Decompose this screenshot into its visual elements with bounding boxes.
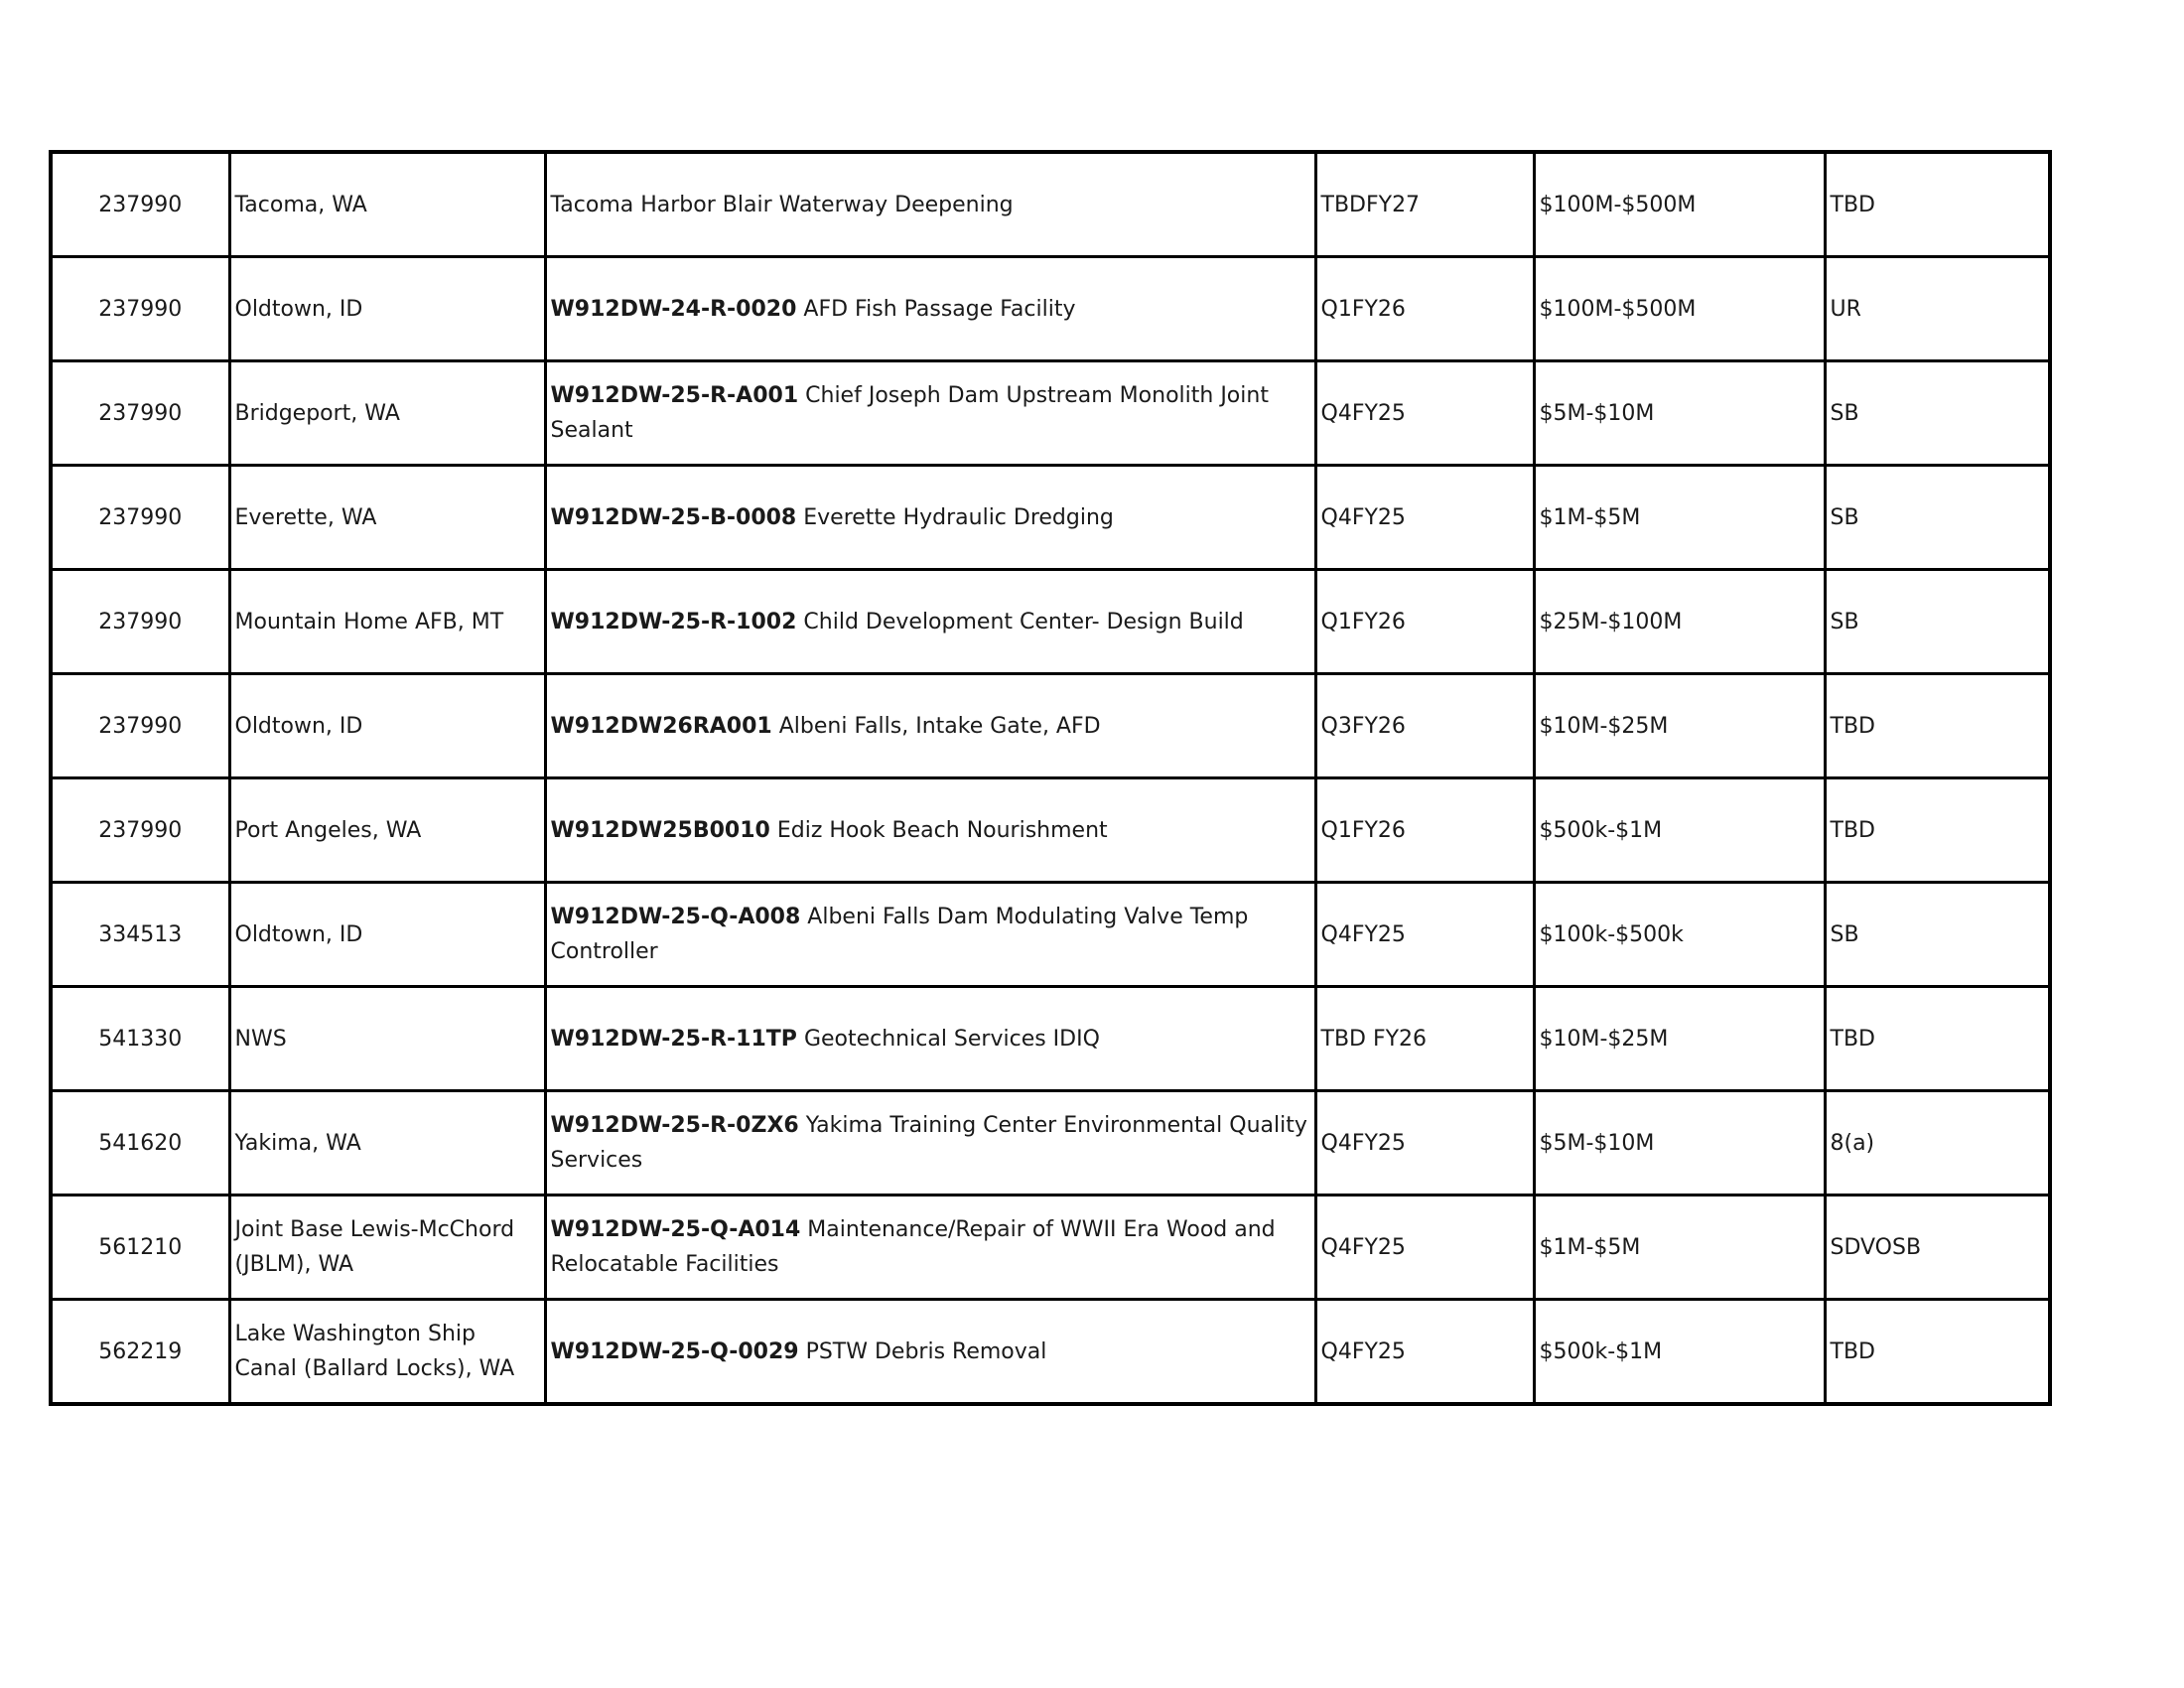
date-cell: Q1FY26 <box>1315 257 1534 361</box>
project-title: Everette Hydraulic Dredging <box>803 504 1114 530</box>
naics-cell: 541330 <box>51 987 229 1091</box>
table-row <box>51 257 2050 361</box>
set-aside-cell: UR <box>1825 257 2050 361</box>
set-aside-cell: TBD <box>1825 152 2050 257</box>
location-cell: Oldtown, ID <box>229 257 545 361</box>
value-range-cell: $1M-$5M <box>1534 466 1825 570</box>
location-cell: Mountain Home AFB, MT <box>229 570 545 674</box>
value-range-cell: $5M-$10M <box>1534 1091 1825 1196</box>
description-cell <box>545 674 1315 778</box>
location-cell: Port Angeles, WA <box>229 778 545 883</box>
solicitation-number: W912DW25B0010 <box>550 817 770 843</box>
description-cell <box>545 1196 1315 1300</box>
value-range-cell: $100M-$500M <box>1534 257 1825 361</box>
value-range-cell: $10M-$25M <box>1534 987 1825 1091</box>
date-cell: Q4FY25 <box>1315 466 1534 570</box>
location-cell: Tacoma, WA <box>229 152 545 257</box>
project-title: Tacoma Harbor Blair Waterway Deepening <box>550 192 1014 217</box>
naics-cell: 561210 <box>51 1196 229 1300</box>
value-range-cell: $5M-$10M <box>1534 361 1825 466</box>
description-cell <box>545 361 1315 466</box>
location-cell: Oldtown, ID <box>229 883 545 987</box>
description-cell <box>545 1091 1315 1196</box>
table-row <box>51 883 2050 987</box>
location-cell: Lake Washington Ship Canal (Ballard Locks), WA <box>229 1300 545 1405</box>
date-cell: Q3FY26 <box>1315 674 1534 778</box>
solicitation-number: W912DW-25-R-1002 <box>550 609 797 634</box>
table-row <box>51 1300 2050 1405</box>
value-range-cell: $500k-$1M <box>1534 1300 1825 1405</box>
date-cell: Q1FY26 <box>1315 570 1534 674</box>
set-aside-cell: SB <box>1825 466 2050 570</box>
project-title: AFD Fish Passage Facility <box>803 296 1076 322</box>
description-cell <box>545 152 1315 257</box>
value-range-cell: $500k-$1M <box>1534 778 1825 883</box>
location-cell: Bridgeport, WA <box>229 361 545 466</box>
date-cell: TBD FY26 <box>1315 987 1534 1091</box>
project-title: Chief Joseph Dam Upstream Monolith Joint Sealant <box>550 383 1269 443</box>
solicitation-number: W912DW-25-R-11TP <box>550 1026 797 1052</box>
forecast-sheet <box>49 150 2048 1406</box>
project-title: Yakima Training Center Environmental Quality Services <box>550 1113 1307 1173</box>
description-cell <box>545 987 1315 1091</box>
naics-cell: 334513 <box>51 883 229 987</box>
description-cell <box>545 1300 1315 1405</box>
location-cell: Oldtown, ID <box>229 674 545 778</box>
location-cell: Everette, WA <box>229 466 545 570</box>
project-title: Ediz Hook Beach Nourishment <box>776 817 1108 843</box>
location-cell: NWS <box>229 987 545 1091</box>
table-body <box>51 152 2050 1404</box>
naics-cell: 562219 <box>51 1300 229 1405</box>
set-aside-cell: SDVOSB <box>1825 1196 2050 1300</box>
date-cell: TBDFY27 <box>1315 152 1534 257</box>
table-row <box>51 466 2050 570</box>
set-aside-cell: TBD <box>1825 1300 2050 1405</box>
table-row <box>51 778 2050 883</box>
location-cell: Yakima, WA <box>229 1091 545 1196</box>
description-cell <box>545 570 1315 674</box>
naics-cell: 541620 <box>51 1091 229 1196</box>
location-cell: Joint Base Lewis-McChord (JBLM), WA <box>229 1196 545 1300</box>
set-aside-cell: 8(a) <box>1825 1091 2050 1196</box>
naics-cell: 237990 <box>51 570 229 674</box>
set-aside-cell: TBD <box>1825 674 2050 778</box>
date-cell: Q4FY25 <box>1315 1196 1534 1300</box>
naics-cell: 237990 <box>51 466 229 570</box>
date-cell: Q4FY25 <box>1315 361 1534 466</box>
value-range-cell: $1M-$5M <box>1534 1196 1825 1300</box>
project-title: Albeni Falls, Intake Gate, AFD <box>778 713 1101 739</box>
solicitation-number: W912DW-25-Q-A008 <box>550 905 801 929</box>
naics-cell: 237990 <box>51 674 229 778</box>
naics-cell: 237990 <box>51 152 229 257</box>
date-cell: Q4FY25 <box>1315 883 1534 987</box>
description-cell <box>545 883 1315 987</box>
table-row <box>51 1091 2050 1196</box>
solicitation-number: W912DW-25-R-0ZX6 <box>550 1113 799 1138</box>
naics-cell: 237990 <box>51 361 229 466</box>
solicitation-number: W912DW-25-Q-0029 <box>550 1338 799 1364</box>
value-range-cell: $25M-$100M <box>1534 570 1825 674</box>
solicitation-number: W912DW-24-R-0020 <box>550 296 797 322</box>
set-aside-cell: SB <box>1825 361 2050 466</box>
value-range-cell: $100k-$500k <box>1534 883 1825 987</box>
table-row <box>51 152 2050 257</box>
naics-cell: 237990 <box>51 257 229 361</box>
project-title: PSTW Debris Removal <box>805 1338 1047 1364</box>
table-row <box>51 361 2050 466</box>
project-title: Geotechnical Services IDIQ <box>803 1026 1100 1052</box>
table-row <box>51 1196 2050 1300</box>
solicitation-number: W912DW-25-Q-A014 <box>550 1217 801 1242</box>
value-range-cell: $10M-$25M <box>1534 674 1825 778</box>
description-cell <box>545 257 1315 361</box>
naics-cell: 237990 <box>51 778 229 883</box>
date-cell: Q4FY25 <box>1315 1091 1534 1196</box>
solicitation-number: W912DW26RA001 <box>550 713 772 739</box>
project-title: Child Development Center- Design Build <box>803 609 1244 634</box>
set-aside-cell: SB <box>1825 883 2050 987</box>
table-row <box>51 987 2050 1091</box>
date-cell: Q1FY26 <box>1315 778 1534 883</box>
value-range-cell: $100M-$500M <box>1534 152 1825 257</box>
table-row <box>51 570 2050 674</box>
set-aside-cell: TBD <box>1825 987 2050 1091</box>
description-cell <box>545 778 1315 883</box>
set-aside-cell: SB <box>1825 570 2050 674</box>
contract-forecast-table <box>49 150 2052 1406</box>
project-title: Albeni Falls Dam Modulating Valve Temp Controller <box>550 905 1249 964</box>
solicitation-number: W912DW-25-R-A001 <box>550 383 799 408</box>
project-title: Maintenance/Repair of WWII Era Wood and Relocatable Facilities <box>550 1217 1276 1277</box>
description-cell <box>545 466 1315 570</box>
set-aside-cell: TBD <box>1825 778 2050 883</box>
solicitation-number: W912DW-25-B-0008 <box>550 504 797 530</box>
table-row <box>51 674 2050 778</box>
date-cell: Q4FY25 <box>1315 1300 1534 1405</box>
